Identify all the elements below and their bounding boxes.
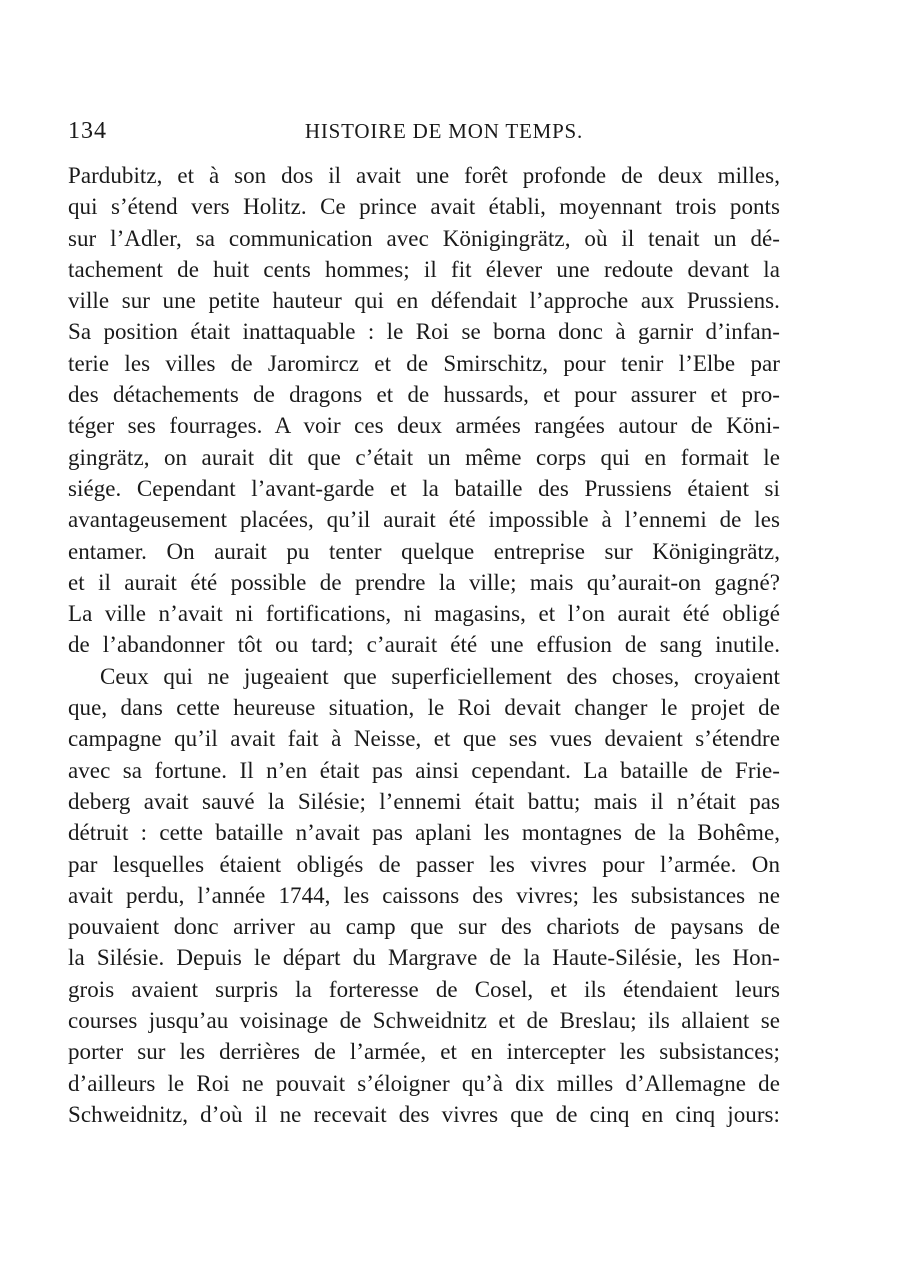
text-line: téger ses fourrages. A voir ces deux armées rangées autour de Köni- bbox=[68, 413, 780, 439]
text-line: détruit : cette bataille n’avait pas aplani les montagnes de la Bohême, bbox=[68, 820, 780, 846]
text-line: entamer. On aurait pu tenter quelque entreprise sur Königingrätz, bbox=[68, 538, 780, 564]
text-line: qui s’étend vers Holitz. Ce prince avait établi, moyennant trois ponts bbox=[68, 194, 780, 220]
text-line: tachement de huit cents hommes; il fit élever une redoute devant la bbox=[68, 256, 780, 282]
text-line: Sa position était inattaquable : le Roi se borna donc à garnir d’infan- bbox=[68, 319, 780, 345]
text-line: avantageusement placées, qu’il aurait été impossible à l’ennemi de les bbox=[68, 507, 780, 533]
text-line: ville sur une petite hauteur qui en défendait l’approche aux Prussiens. bbox=[68, 288, 780, 314]
text-line: que, dans cette heureuse situation, le Roi devait changer le projet de bbox=[68, 695, 780, 721]
text-line: et il aurait été possible de prendre la ville; mais qu’aurait-on gagné? bbox=[68, 569, 780, 595]
body-text bbox=[68, 160, 780, 1130]
text-line: siége. Cependant l’avant-garde et la bataille des Prussiens étaient si bbox=[68, 475, 780, 501]
text-line: deberg avait sauvé la Silésie; l’ennemi était battu; mais il n’était pas bbox=[68, 788, 780, 814]
running-title: HISTOIRE DE MON TEMPS. bbox=[304, 119, 584, 143]
text-line: porter sur les derrières de l’armée, et en intercepter les subsistances; bbox=[68, 1039, 780, 1065]
text-line: d’ailleurs le Roi ne pouvait s’éloigner qu’à dix milles d’Allemagne de bbox=[68, 1070, 780, 1096]
text-line: campagne qu’il avait fait à Neisse, et que ses vues devaient s’étendre bbox=[68, 726, 780, 752]
text-line: de l’abandonner tôt ou tard; c’aurait été une effusion de sang inutile. bbox=[68, 632, 780, 658]
text-line: Schweidnitz, d’où il ne recevait des vivres que de cinq en cinq jours: bbox=[68, 1101, 780, 1127]
text-line: par lesquelles étaient obligés de passer les vivres pour l’armée. On bbox=[68, 851, 780, 877]
text-line: grois avaient surpris la forteresse de Cosel, et ils étendaient leurs bbox=[68, 976, 780, 1002]
text-line: sur l’Adler, sa communication avec Königingrätz, où il tenait un dé- bbox=[68, 225, 780, 251]
text-line: pouvaient donc arriver au camp que sur des chariots de paysans de bbox=[68, 914, 780, 940]
page-number: 134 bbox=[68, 118, 107, 144]
text-line: Ceux qui ne jugeaient que superficiellement des choses, croyaient bbox=[100, 663, 780, 689]
page-header bbox=[68, 116, 780, 146]
text-line: la Silésie. Depuis le départ du Margrave de la Haute-Silésie, les Hon- bbox=[68, 945, 780, 971]
text-line: Pardubitz, et à son dos il avait une forêt profonde de deux milles, bbox=[68, 163, 780, 188]
text-line: avait perdu, l’année 1744, les caissons des vivres; les subsistances ne bbox=[68, 882, 780, 908]
text-line: La ville n’avait ni fortifications, ni magasins, et l’on aurait été obligé bbox=[68, 601, 780, 627]
text-line: avec sa fortune. Il n’en était pas ainsi cependant. La bataille de Frie- bbox=[68, 757, 780, 783]
text-line: des détachements de dragons et de hussards, et pour assurer et pro- bbox=[68, 382, 780, 408]
text-line: gingrätz, on aurait dit que c’était un même corps qui en formait le bbox=[68, 444, 780, 470]
text-line: courses jusqu’au voisinage de Schweidnitz et de Breslau; ils allaient se bbox=[68, 1008, 780, 1034]
text-line: terie les villes de Jaromircz et de Smirschitz, pour tenir l’Elbe par bbox=[68, 350, 780, 376]
